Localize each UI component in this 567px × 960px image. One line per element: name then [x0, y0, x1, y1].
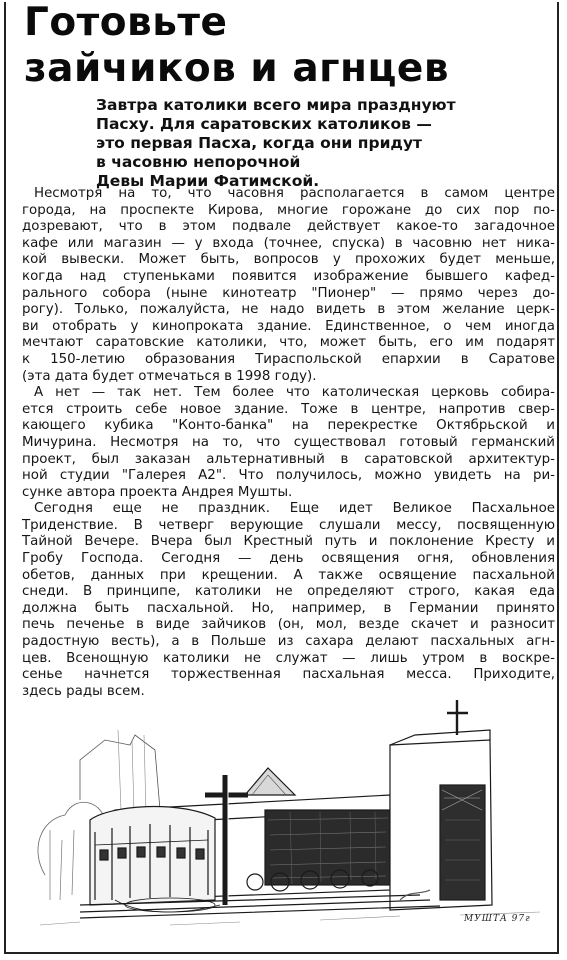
church-illustration: [20, 700, 555, 948]
body-line: ной студии "Галерея А2". Что получилось, можно увидеть на ри-: [22, 468, 555, 484]
body-line: Сегодня еще не праздник. Еще идет Великое Пасхальное: [34, 501, 555, 517]
body-line: (эта дата будет отмечаться в 1998 году).: [22, 368, 317, 384]
body-line: дозревают, что в этом подвале действует какое-то загадочное: [22, 219, 555, 235]
body-line: когда над ступеньками появится изображение бывшего кафед-: [22, 268, 555, 284]
body-line: ется строить себе новое здание. Тоже в центре, напротив свер-: [22, 401, 555, 417]
body-line: А нет — так нет. Тем более что католическая церковь собира-: [34, 385, 555, 401]
body-line: Мичурина. Несмотря на то, что существовал готовый германский: [22, 434, 555, 450]
body-line: кой вывески. Может быть, вопросов у прохожих будет меньше,: [22, 252, 555, 268]
article-body: [22, 186, 555, 700]
body-line: Тайной Вечере. Вчера был Крестный путь и поклонение Кресту и: [22, 534, 555, 550]
body-line: Триденствие. В четверг верующие слушали мессу, посвященную: [22, 517, 555, 533]
body-line: кающего кубика "Конто-банка" на перекрестке Октябрьской и: [22, 418, 555, 434]
body-line: проект, был заказан альтернативный в саратовской архитектур-: [22, 451, 555, 467]
body-line: Гробу Господа. Сегодня — день освящения огня, обновления: [22, 551, 555, 567]
lead-line: это первая Пасха, когда они придут: [96, 134, 423, 152]
headline-line: зайчиков и агнцев: [24, 46, 450, 91]
body-line: сенье начнется торжественная пасхальная месса. Приходите,: [22, 667, 555, 683]
body-line: кафе или магазин — у входа (точнее, спуска) в часовню нет ника-: [22, 235, 555, 251]
body-line: мечтают саратовские католики, что, может быть, его им подарят: [22, 335, 555, 351]
lead-line: в часовню непорочной: [96, 153, 301, 171]
lead-line: Пасху. Для саратовских католиков —: [96, 115, 432, 133]
body-line: рогу). Только, пожалуйста, не надо видеть в этом желание церк-: [22, 302, 555, 318]
body-line: города, на проспекте Кирова, многие горожане до сих пор по-: [22, 202, 555, 218]
body-line: рального собора (ныне кинотеатр "Пионер" — прямо через до-: [22, 285, 555, 301]
headline-line: Готовьте: [24, 0, 228, 45]
body-line: цев. Всенощную католики не служат — лишь утром в воскре-: [22, 650, 555, 666]
lead-paragraph: [96, 96, 526, 191]
lead-line: Девы Марии Фатимской.: [96, 172, 320, 190]
body-line: здесь рады всем.: [22, 683, 145, 699]
body-line: печь печенье в виде зайчиков (он, мол, везде скачет и разносит: [22, 617, 555, 633]
headline: [24, 0, 544, 92]
body-line: снеди. В принципе, католики не определяют строго, какая еда: [22, 584, 555, 600]
body-line: обетов, данных при крещении. А также освящение пасхальной: [22, 567, 555, 583]
body-line: ви отобрать у кинопроката здание. Единственное, о чем иногда: [22, 318, 555, 334]
body-line: к 150-летию образования Тираспольской епархии в Саратове: [22, 351, 555, 367]
body-line: радостную весть), а в Польше из сахара делают пасхальных агн-: [22, 634, 555, 650]
body-line: должна быть пасхальной. Но, например, в Германии принято: [22, 600, 555, 616]
lead-line: Завтра католики всего мира празднуют: [96, 96, 456, 114]
illustrator-signature: МУШТА 97г: [464, 914, 531, 924]
body-line: Несмотря на то, что часовня располагается в самом центре: [34, 186, 555, 201]
body-line: сунке автора проекта Андрея Мушты.: [22, 484, 293, 500]
